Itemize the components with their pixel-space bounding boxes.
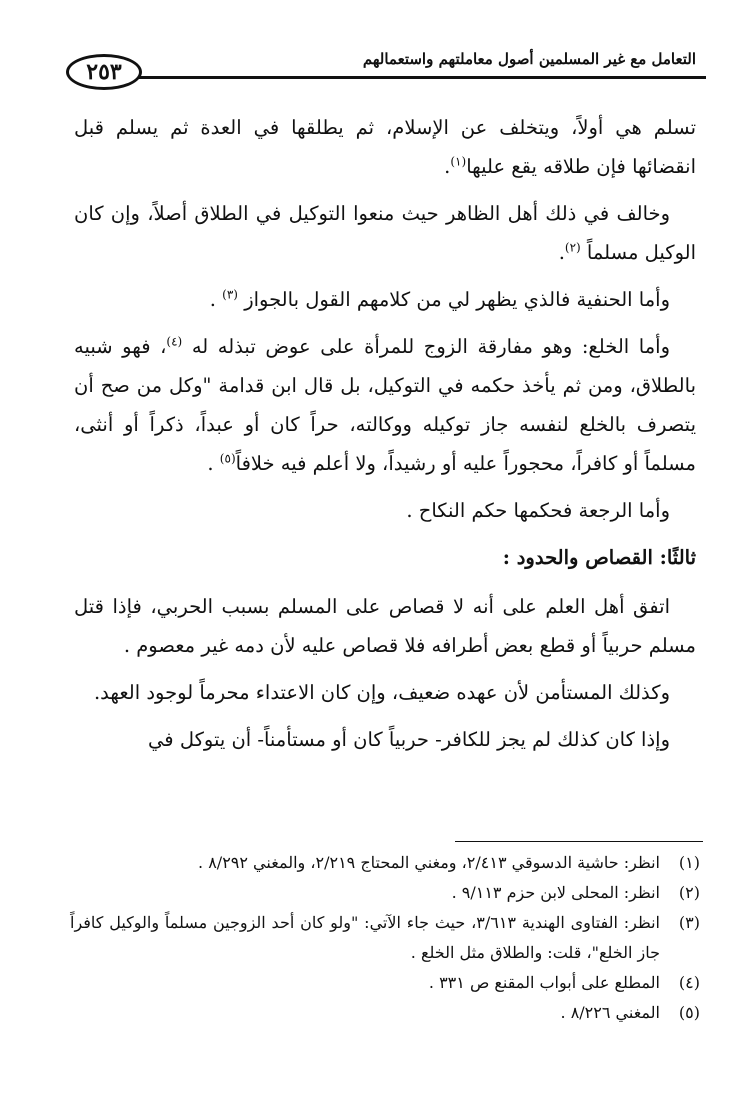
footnote-4 [70,968,700,998]
footnote-ref-3[interactable]: (٣) [222,287,238,302]
paragraph-4: وأما الخلع: وهو مفارقة الزوج للمرأة على عوض تبذله له $^{(٤)}$، فهو شبيه بالطلاق، ومن ثم يأخذ حكمه في التوكيل، بل قال ابن قدامة "وكل من صح أن يتصرف بالخلع لنفسه جاز توكيله ووكالته، حراً كان أو عبداً، ذكراً أو أنثى، مسلماً أو كافراً، محجوراً عليه أو رشيداً، ولا أعلم فيه خلافاً$^{(٥)}$ . [74,334,696,475]
section-heading: ثالثًا: القصاص والحدود : [502,546,696,569]
footnote-ref-5[interactable]: (٥) [219,451,236,466]
footnote-separator [455,841,703,842]
page-number: ٢٥٣ [86,59,122,85]
footnotes [70,848,700,1028]
footnote-ref-1[interactable]: (١) [450,154,467,169]
footnote-2 [70,878,700,908]
paragraph-8: وإذا كان كذلك لم يجز للكافر- حربياً كان أو مستأمناً- أن يتوكل في [148,728,670,751]
paragraph-3: وأما الحنفية فالذي يظهر لي من كلامهم القول بالجواز $^{(٣)}$ . [209,287,670,311]
footnote-text: انظر: المحلى لابن حزم ٩/١١٣ . [451,883,660,902]
header-rule [134,76,706,79]
footnote-3 [70,908,700,968]
main-text [74,108,696,767]
footnote-number: (٢) [678,883,700,902]
paragraph-1: تسلم هي أولاً، ويتخلف عن الإسلام، ثم يطلقها في العدة ثم يسلم قبل انقضائها فإن طلاقه يقع عليها$^{(١)}$. [74,116,696,178]
footnote-1 [70,848,700,878]
footnote-text: انظر: حاشية الدسوقي ٢/٤١٣، ومغني المحتاج ٢/٢١٩، والمغني ٨/٢٩٢ . [198,853,660,872]
page-number-badge [66,54,142,90]
paragraph-6: اتفق أهل العلم على أنه لا قصاص على المسلم بسبب الحربي، فإذا قتل مسلم حربياً أو قطع بعض أطرافه فلا قصاص عليه لأن دمه غير معصوم . [74,595,696,657]
footnote-ref-4[interactable]: (٤) [166,334,183,349]
footnote-number: (٤) [678,973,700,992]
running-title: التعامل مع غير المسلمين أصول معاملتهم واستعمالهم [362,50,696,68]
footnote-text: المغني ٨/٢٢٦ . [560,1003,660,1022]
footnote-number: (٥) [678,1003,700,1022]
running-header [66,40,706,92]
footnote-ref-2[interactable]: (٢) [564,240,581,255]
paragraph-5: وأما الرجعة فحكمها حكم النكاح . [406,499,670,522]
footnote-number: (٣) [678,913,700,932]
footnote-5 [70,998,700,1028]
footnote-text: انظر: الفتاوى الهندية ٣/٦١٣، حيث جاء الآتي: "ولو كان أحد الزوجين مسلماً والوكيل كافراً جاز الخلع"، قلت: والطلاق مثل الخلع . [70,913,660,962]
footnote-text: المطلع على أبواب المقنع ص ٣٣١ . [428,973,660,992]
paragraph-7: وكذلك المستأمن لأن عهده ضعيف، وإن كان الاعتداء محرماً لوجود العهد. [93,681,670,704]
footnote-number: (١) [678,853,700,872]
paragraph-2: وخالف في ذلك أهل الظاهر حيث منعوا التوكيل في الطلاق أصلاً، وإن كان الوكيل مسلماً $^{(٢)}$. [74,202,696,264]
